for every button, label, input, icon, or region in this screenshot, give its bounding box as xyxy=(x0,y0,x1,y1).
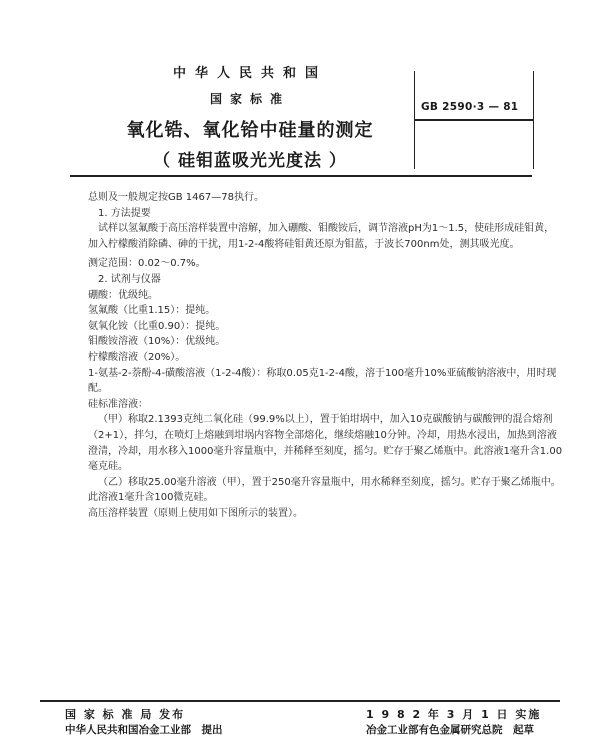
solution-jia-paragraph: （甲）称取2.1393克纯二氧化硅（99.9%以上），置于铂坩埚中，加入10克碳酸钠与碳酸钾的混合熔剂（2+1），拌匀，在喷灯上熔融到坩埚内容物全部熔化，继续熔融10分钟。冷却，用热水浸出，加热到溶液澄清，冷却，用水移入1000毫升容量瓶中，并稀释至刻度，摇匀。贮存于聚乙烯瓶中。此溶液1毫升含1.00毫克硅。 xyxy=(88,414,563,473)
reagent-item: 钼酸铵溶液（10%）：优级纯。 xyxy=(88,336,226,348)
header-rule xyxy=(70,175,532,177)
document-title: 氧化锆、氧化铪中硅量的测定 xyxy=(126,120,374,141)
document-subtitle: （ 硅钼蓝吸光光度法 ） xyxy=(153,151,347,171)
reagent-item: 柠檬酸溶液（20%）。 xyxy=(88,351,186,363)
standard-code-underline xyxy=(415,119,533,121)
section-2-heading: 2. 试剂与仪器 xyxy=(98,273,161,285)
drafter: 冶金工业部有色金属研究总院 起草 xyxy=(366,724,534,736)
standard-kind: 国家标准 xyxy=(209,92,290,106)
solution-yi-paragraph: （乙）移取25.00毫升溶液（甲），置于250毫升容量瓶中，用水稀释至刻度，摇匀。贮存于聚乙烯瓶中。此溶液1毫升含100微克硅。 xyxy=(88,476,561,504)
reagent-item: 1-氨基-2-萘酚-4-磺酸溶液（1-2-4酸）：称取0.05克1-2-4酸，溶于100毫升10%亚硫酸钠溶液中，用时现配。 xyxy=(88,367,557,395)
reagent-item: 硼酸：优级纯。 xyxy=(88,289,158,301)
standard-code: GB 2590·3 — 81 xyxy=(421,101,519,113)
proposer: 中华人民共和国冶金工业部 提出 xyxy=(65,724,223,736)
effective-date: 1 9 8 2 年 3 月 1 日 实施 xyxy=(366,708,542,721)
footer-rule xyxy=(40,700,560,702)
silicon-standard-heading: 硅标准溶液： xyxy=(88,398,148,410)
issuer: 国 家 标 准 局 发布 xyxy=(65,708,186,721)
issuing-country: 中华人民共和国 xyxy=(172,66,327,81)
reagent-item: 氢氟酸（比重1.15）：提纯。 xyxy=(88,305,216,317)
device-paragraph: 高压溶样装置（原则上使用如下图所示的装置）。 xyxy=(88,507,303,519)
measurement-range: 测定范围：0.02～0.7%。 xyxy=(88,258,206,270)
section-1-heading: 1. 方法提要 xyxy=(98,207,151,219)
document-body xyxy=(88,190,564,521)
standard-code-box xyxy=(414,71,534,169)
reagent-item: 氨氧化铵（比重0.90）：提纯。 xyxy=(88,320,226,332)
section-1-paragraph: 试样以氢氟酸于高压溶样装置中溶解，加入硼酸、钼酸铵后，调节溶液pH为1～1.5，使硅形成硅钼黄，加入柠檬酸消除磷、砷的干扰，用1-2-4酸将硅钼黄还原为钼蓝，于波长700nm处，测其吸光度。 xyxy=(88,223,555,250)
intro-paragraph: 总则及一般规定按GB 1467—78执行。 xyxy=(88,192,264,203)
